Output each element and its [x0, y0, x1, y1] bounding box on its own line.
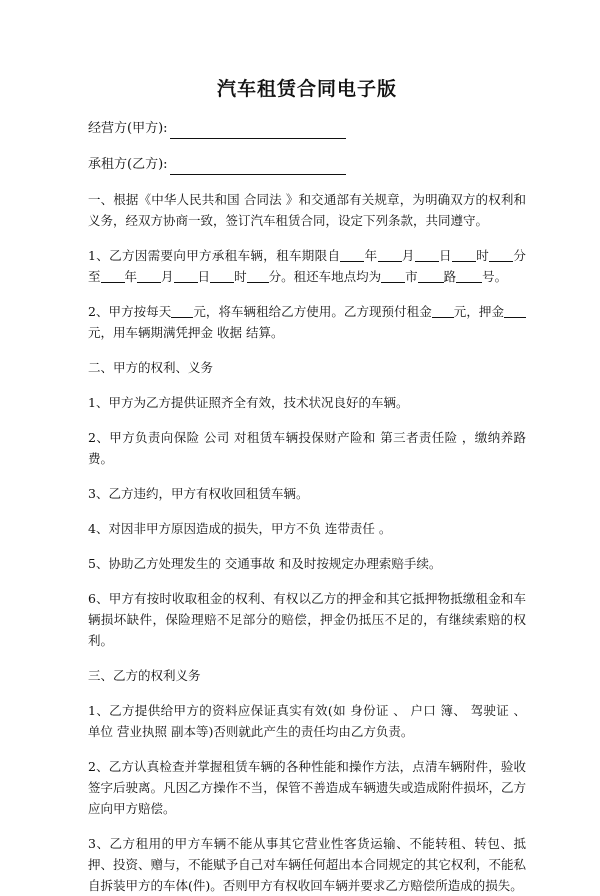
clause-2-text: 2、甲方按每天 — [88, 304, 172, 319]
year-blank — [340, 248, 364, 262]
day-blank — [415, 248, 439, 262]
clause-1-text: 年 — [124, 269, 138, 284]
clause-1-text: 年 — [364, 248, 378, 263]
city-blank — [381, 269, 405, 283]
clause-1-text: 分至 — [88, 248, 526, 284]
number-blank — [456, 269, 482, 283]
clause-1-text: 时 — [234, 269, 247, 284]
party-b-blank — [170, 160, 346, 175]
section-3-item: 3、乙方租用的甲方车辆不能从事其它营业性客货运输、不能转租、转包、抵押、投资、赠与，不能赋予自己对车辆任何超出本合同规定的其它权利，不能私自拆装甲方的车体(件)。否则甲方有权收回车辆并要求乙方赔偿所造成的损失。 — [88, 836, 526, 893]
minute-blank — [489, 248, 513, 262]
section-3-heading: 三、乙方的权利义务 — [88, 668, 201, 683]
clause-2-text: 元，将车辆租给乙方使用。乙方现预付租金 — [193, 304, 432, 319]
clause-1-text: 日 — [438, 248, 452, 263]
section-2-item: 3、乙方违约，甲方有权收回租赁车辆。 — [88, 486, 309, 501]
party-a-row — [88, 119, 526, 139]
hour-blank — [210, 269, 234, 283]
party-a-blank — [170, 124, 346, 139]
daily-rent-blank — [171, 304, 193, 318]
clause-1-paragraph — [88, 245, 526, 287]
section-3-item: 2、乙方认真检查并掌握租赁车辆的各种性能和操作方法，点清车辆附件，验收签字后驶离。凡因乙方操作不当，保管不善造成车辆遗失或造成附件损坏，乙方应向甲方赔偿。 — [88, 759, 526, 816]
section-2-item: 2、甲方负责向保险 公司 对租赁车辆投保财产险和 第三者责任险 ，缴纳养路费。 — [88, 430, 526, 466]
deposit-blank — [504, 304, 526, 318]
intro-paragraph: 一、根据《中华人民共和国 合同法 》和交通部有关规章，为明确双方的权利和义务，经双方协商一致，签订汽车租赁合同，设定下列条款，共同遵守。 — [88, 192, 526, 228]
section-3-item: 1、乙方提供给甲方的资料应保证真实有效(如 身份证 、 户口 簿、 驾驶证 、 单位 营业执照 副本等)否则就此产生的责任均由乙方负责。 — [88, 703, 526, 739]
month-blank — [137, 269, 161, 283]
clause-1-text: 时 — [475, 248, 490, 263]
minute-blank — [247, 269, 269, 283]
year-blank — [101, 269, 125, 283]
clause-1-text: 日 — [197, 269, 211, 284]
party-b-label: 承租方(乙方): — [88, 157, 168, 172]
party-a-label: 经营方(甲方): — [88, 121, 168, 136]
section-2-item: 1、甲方为乙方提供证照齐全有效，技术状况良好的车辆。 — [88, 395, 409, 410]
clause-1-text: 市 — [405, 269, 418, 284]
clause-1-text: 号。 — [482, 269, 508, 284]
clause-1-text: 月 — [401, 248, 415, 263]
clause-1-text: 路 — [443, 269, 457, 284]
clause-2-text: 元，用车辆期满凭押金 收据 结算。 — [88, 325, 284, 340]
prepaid-rent-blank — [432, 304, 454, 318]
clause-2-text: 元，押金 — [453, 304, 504, 319]
day-blank — [174, 269, 198, 283]
road-blank — [418, 269, 444, 283]
clause-2-paragraph — [88, 301, 526, 343]
document-title: 汽车租赁合同电子版 — [216, 78, 397, 100]
clause-1-text: 1、乙方因需要向甲方承租车辆，租车期限自 — [88, 248, 341, 263]
section-2-item: 6、甲方有按时收取租金的权利、有权以乙方的押金和其它抵押物抵缴租金和车辆损坏缺件，保险理赔不足部分的赔偿，押金仍抵压不足的，有继续索赔的权利。 — [88, 591, 526, 648]
section-2-item: 4、对因非甲方原因造成的损失，甲方不负 连带责任 。 — [88, 521, 392, 536]
section-2-item: 5、协助乙方处理发生的 交通事故 和及时按规定办理索赔手续。 — [88, 556, 442, 571]
clause-1-text: 分。租还车地点均为 — [268, 269, 382, 284]
hour-blank — [452, 248, 476, 262]
section-2-heading: 二、甲方的权利、义务 — [88, 360, 214, 375]
clause-1-text: 月 — [161, 269, 174, 284]
party-b-row — [88, 155, 526, 175]
month-blank — [378, 248, 402, 262]
